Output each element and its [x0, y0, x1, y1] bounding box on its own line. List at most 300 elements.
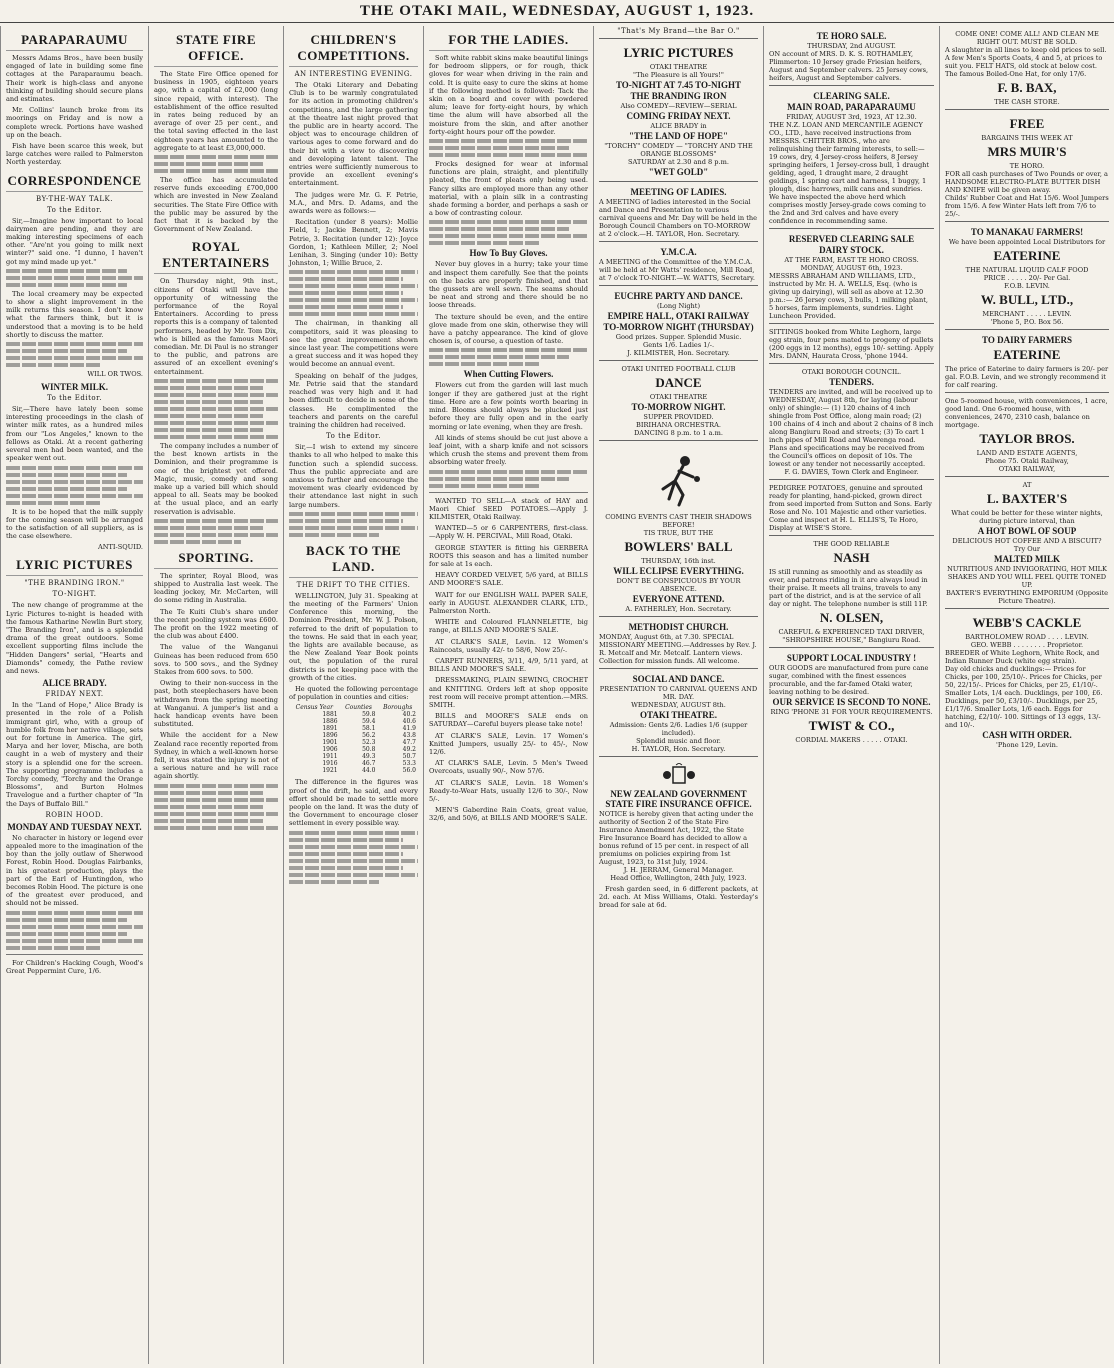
- clearing-sale-ad: [769, 85, 934, 228]
- illegible-text-line: [289, 298, 418, 302]
- illegible-text-line: [154, 414, 263, 418]
- muir-name: MRS MUIR'S: [987, 144, 1067, 159]
- children-paragraph: Recitation (under 8 years): Mollie Field, 1; Jackie Bennett, 2; Mavis Petrie, 3. Recitation (under 12): Joyce Gordon, 1; Kathleen Miller, 2; Noel Lenihan, 3. Singing (under 10): Betty Johnston, 1; Willie Bruce, 2.: [289, 218, 418, 268]
- bowlers-conspicuous: DON'T BE CONSPICUOUS BY YOUR ABSENCE.: [616, 577, 741, 593]
- baxter-at: AT: [1022, 481, 1032, 489]
- euchre-text: Good prizes. Supper. Splendid Music.: [615, 333, 742, 341]
- lyric-pictures-ad: [599, 38, 758, 181]
- illegible-text-line: [429, 227, 569, 231]
- letter-signature: ANTI-SQUID.: [98, 543, 143, 552]
- illegible-text-line: [289, 831, 418, 835]
- taylor-phone: Phone 75. Otaki Railway,: [985, 457, 1069, 465]
- illegible-text-line: [289, 866, 403, 870]
- robin-hood-subheading: ROBIN HOOD.: [45, 810, 104, 819]
- divider: [429, 492, 588, 493]
- table-cell: 1916: [322, 760, 338, 768]
- nash-tagline: THE GOOD RELIABLE: [813, 540, 890, 548]
- back-to-land-subheading: THE DRIFT TO THE CITIES.: [296, 580, 411, 589]
- olsen-place: "SHROPSHIRE HOUSE," Bangiuru Road.: [782, 636, 921, 644]
- children-paragraph: The judges were Mr. G. F. Petrie, M.A., and Mrs. D. Adams, and the awards were as follows:—: [289, 190, 418, 216]
- illegible-text-line: [154, 791, 263, 795]
- illegible-text-line: [429, 241, 540, 245]
- table-row: [289, 725, 418, 732]
- illegible-text-line: [289, 519, 403, 523]
- children-paragraph: The chairman, in thanking all competitors, said it was pleasing to see the great improvement shown since last year. The competitions were a great success and it was hoped they would become an annual event.: [289, 319, 418, 369]
- euchre-price: Gents 1/6. Ladies 1/-.: [642, 341, 715, 349]
- state-fire-paragraph: The State Fire Office opened for business in 1905, eighteen years ago, with a capital of £2,000 (long since repaid, with interest). The establishment of the office resulted in rates being reduced by an average of over 25 per cent., and the total saving effected in the last eighteen years has amounted to the aggregate to at least £3,000,000.: [154, 70, 278, 152]
- table-cell: 1906: [322, 746, 338, 754]
- support-local: SUPPORT LOCAL INDUSTRY !: [786, 653, 917, 663]
- illegible-text-line: [289, 526, 418, 530]
- nash-title: NASH: [833, 550, 870, 565]
- masthead: THE OTAKI MAIL, WEDNESDAY, AUGUST 1, 1923.: [0, 0, 1114, 23]
- classified-ad: WHITE and Coloured FLANNELETTE, big range, at BILLS AND MOORE'S SALE.: [429, 618, 588, 635]
- column-4: [423, 26, 593, 1364]
- table-cell: 41.9: [402, 725, 416, 733]
- illegible-text-line: [6, 494, 143, 498]
- illegible-text-line: [154, 162, 263, 166]
- table-cell: 52.3: [362, 739, 376, 747]
- children-paragraph: The Otaki Literary and Debating Club is to be warmly congratulated for its action in promoting children's competitions, and the large gathering at the theatre last night proved that the public are in hearty accord. The object was to encourage children of various ages to come forward and do their bit with a view to discovering and developing latent talent. The entries were sufficiently numerous to provide an excellent evening's entertainment.: [289, 81, 418, 188]
- ymca-title: Y.M.C.A.: [660, 247, 697, 257]
- try-our: Try Our: [1013, 545, 1041, 553]
- illegible-text-line: [154, 435, 278, 439]
- illegible-text-line: [154, 169, 278, 173]
- children-paragraph: Speaking on behalf of the judges, Mr. Petrie said that the standard reached was very high and it had been difficult to decide in some of the classes. He complimented the teachers and parents on the careful training the children had received.: [289, 371, 418, 429]
- sittings-ad: [769, 323, 934, 363]
- eaterine-title: EATERINE: [993, 248, 1061, 263]
- sporting-paragraph: The sprinter, Royal Blood, was shipped to Australia last week. The leading jockey, Mr. McCarten, will do some riding in Australia.: [154, 571, 278, 605]
- illegible-text-line: [6, 480, 143, 484]
- paraparaumu-paragraph: Mr. Collins' launch broke from its moorings on Friday and is now a complete wreck. Portions have washed up on the beach.: [6, 106, 143, 139]
- table-cell: 1881: [322, 711, 338, 719]
- table-cell: 1886: [322, 718, 338, 726]
- webb-prices: Day old chicks and ducklings:— Prices for Chicks, per 100, 25/10/-. Prices for Chicks, per 50, 22/15/-. Prices for Chicks, per 25, £1/10/-. Smaller Lots, 1/4 each. Ducklings, per 100, £6. Ducklings, per 50, £3/10/-. Ducklings, per 25, £1/17/6. Smaller Lots, 1/6 each. Eggs for hatching, £2/10/- 100. Sittings of 13 eggs, 13/- and 10/-.: [945, 665, 1103, 729]
- illegible-text-line: [6, 911, 143, 915]
- lyric-ad-also: Also COMEDY—REVIEW—SERIAL: [620, 102, 737, 110]
- te-horo-text: ON account of MRS. D. K. S. ROTHAMLEY, Plimmerton: 10 Jersey grade Friesian heifers, August and September calvers. 25 Jersey cows, heifers, August and September calvers.: [769, 50, 929, 82]
- webb-ad: [945, 608, 1109, 752]
- clearing-text-2: We have inspected the above herd which comprises mostly Jersey-grade cows coming to the 2nd and 3rd calves and have every confidence in recommending same.: [769, 193, 926, 225]
- coming-friday-extra: "TORCHY" COMEDY — "TORCHY AND THE ORANGE BLOSSOMS": [604, 142, 753, 158]
- eaterine-sub: THE NATURAL LIQUID CALF FOOD: [965, 266, 1089, 274]
- webb-title: WEBB'S CACKLE: [972, 615, 1082, 630]
- dairy-text: The price of Eaterine to dairy farmers is 20/- per gal. F.O.B. Levin, and we strongly recommend it for calf rearing.: [945, 365, 1109, 389]
- coming-friday-times: SATURDAY at 2.30 and 8 p.m.: [628, 158, 729, 166]
- illegible-text-line: [429, 234, 588, 238]
- table-cell: 56.0: [402, 767, 416, 775]
- illegible-text-line: [154, 805, 263, 809]
- table-cell: 46.7: [362, 760, 376, 768]
- illegible-text-line: [6, 501, 102, 505]
- population-table-header-row: [289, 704, 418, 711]
- dairy-title: TO DAIRY FARMERS: [981, 335, 1073, 345]
- reserved-title: RESERVED CLEARING SALE: [788, 234, 915, 244]
- table-cell: 49.2: [402, 746, 416, 754]
- meeting-ladies-title: MEETING OF LADIES.: [630, 187, 727, 197]
- te-horo-title: TE HORO SALE.: [816, 31, 887, 41]
- back-to-land-paragraph: The difference in the figures was proof of the drift, he said, and every effort should be made to settle more people on the land. It was the duty of the Government to encourage closer settlement in every possible way.: [289, 778, 418, 828]
- social-date: WEDNESDAY, AUGUST 8th.: [631, 701, 726, 709]
- illegible-text-line: [6, 473, 127, 477]
- table-cell: 59.4: [362, 718, 376, 726]
- bowler-figure-icon: [649, 449, 709, 509]
- illegible-text-line: [289, 284, 418, 288]
- table-cell: 47.7: [402, 739, 416, 747]
- illegible-text-line: [154, 386, 263, 390]
- muir-text-2: Childs' Rubber Coat and Hat 15/6. Wool Jumpers from 15/6. A few Winter Hats left from 7/6 to 25/-.: [945, 194, 1109, 218]
- illegible-text-line: [154, 407, 278, 411]
- pedigree-potatoes-ad: [769, 479, 934, 535]
- nash-text: IS still running as smoothly and as steadily as ever, and patrons riding in it are always loud in their praise. It meets all trains, travels to any part of the district, and is at the service of all day or night. The telephone number is still 11P.: [769, 568, 928, 608]
- footer-ad: Fresh garden seed, in 6 different packets, at 2d. each. At Miss Williams, Otaki. Yesterday's bread for sale at 6d.: [599, 885, 758, 910]
- bax-ad: [945, 26, 1109, 109]
- to-editor: To the Editor.: [47, 394, 102, 403]
- bull-phone: 'Phone 5, P.O. Box 56.: [990, 318, 1064, 326]
- illegible-text-line: [6, 349, 127, 353]
- table-cell: 49.3: [362, 753, 376, 761]
- webb-phone: 'Phone 129, Levin.: [996, 741, 1058, 749]
- table-cell: 50.7: [402, 753, 416, 761]
- alice-brady-subheading: FRIDAY NEXT.: [45, 690, 104, 699]
- dance-time: DANCING 8 p.m. to 1 a.m.: [633, 429, 724, 437]
- flowers-paragraph: All kinds of stems should be cut just above a leaf joint, with a sharp knife and not scissors which crush the stems and prevent them from absorbing water freely.: [429, 433, 588, 467]
- correspondence-subheading: BY-THE-WAY TALK.: [36, 194, 113, 203]
- illegible-text-line: [429, 484, 540, 488]
- illegible-text-line: [6, 932, 127, 936]
- table-row: [289, 739, 418, 746]
- illegible-text-line: [289, 312, 418, 316]
- letter-paragraph: It is to be hoped that the milk supply for the coming season will be arranged to the satisfaction of all suppliers, as is the case elsewhere.: [6, 507, 143, 541]
- coming-friday-title: COMING FRIDAY NEXT.: [626, 111, 731, 121]
- letter-paragraph: The local creamery may be expected to show a slight improvement in the milk returns this season. I don't know what the farmers think, but it is understood that a moving is to be held shortly to discuss the matter.: [6, 289, 143, 339]
- wet-gold-title: "WET GOLD": [648, 167, 709, 177]
- lyric-tonight: TO-NIGHT.: [52, 590, 97, 599]
- nash-ad: [769, 535, 934, 647]
- social-sub: PRESENTATION TO CARNIVAL QUEENS AND MR. DAY.: [599, 685, 758, 701]
- illegible-text-line: [6, 356, 143, 360]
- paraparaumu-paragraph: Messrs Adams Bros., have been busily engaged of late in building some fine cottages at the Paraparaumu beach. Their work is high-class and anyone thinking of building should secure plans and estimates.: [6, 54, 143, 104]
- letter-signature: WILL OR TWOS.: [87, 370, 143, 379]
- tenders-ad: [769, 363, 934, 479]
- paraparaumu-heading: PARAPARAUMU: [6, 32, 143, 51]
- sporting-paragraph: The value of the Wanganui Guineas has been reduced from 650 sovs. to 500 sovs., and the Sydney Stakes from 600 sovs. to 500.: [154, 643, 278, 676]
- bowlers-secretary: A. FATHERLEY, Hon. Secretary.: [625, 605, 732, 613]
- winter-milk-heading: WINTER MILK.: [40, 382, 108, 393]
- taylor-name: TAYLOR BROS.: [979, 431, 1075, 446]
- euchre-venue: EMPIRE HALL, OTAKI RAILWAY: [607, 311, 750, 321]
- divider: [6, 954, 143, 955]
- coming-friday-star: ALICE BRADY in: [650, 122, 707, 130]
- illegible-text-line: [429, 470, 588, 474]
- meeting-ladies-ad: [599, 181, 758, 241]
- population-table-header: Census Year: [295, 704, 333, 712]
- coat-of-arms-icon: [659, 763, 699, 787]
- illegible-text-line: [154, 155, 278, 159]
- tenders-text-2: Plans and specifications may be received from the Council's offices on deposit of 10s. The lowest or any tender not necessarily accepted.: [769, 444, 926, 468]
- reserved-sale-ad: [769, 228, 934, 323]
- methodist-ad: [599, 616, 758, 668]
- illegible-text-line: [429, 153, 588, 157]
- clearing-text: THE N.Z. LOAN AND MERCANTILE AGENCY CO., LTD., have received instructions from MESSRS. CHITTER BROS., who are relinquishing their farming interests, to sell:— 19 cows, dry, 4 Jersey-cross heifers, 8 Jersey springing heifers, 1 Jersey-cross bull, 1 draught gelding, aged, 1 draught mare, 2 draught geldings, 1 spring cart and harness, 1 buggy, 1 plough, disc harrows, milk cans and sundries.: [769, 121, 930, 193]
- muir-text: FOR all cash purchases of Two Pounds or over, a HANDSOME ELECTRO-PLATE BUTTER DISH AND KNIFE will be given away.: [945, 170, 1108, 194]
- coffee: DELICIOUS HOT COFFEE AND A BISCUIT?: [952, 537, 1102, 545]
- social-music: Splendid music and floor.: [636, 737, 721, 745]
- paraparaumu-paragraph: Fish have been scarce this week, but large catches were railed to Palmerston North yesterday.: [6, 142, 143, 167]
- eaterine-price: PRICE . . . . . 20/- Per Gal.: [983, 274, 1071, 282]
- table-cell: 56.2: [362, 732, 376, 740]
- lyric-ad-tagline: "The Pleasure is all Yours!": [633, 71, 724, 79]
- council-name: OTAKI BOROUGH COUNCIL.: [801, 368, 902, 376]
- column-5: [593, 26, 763, 1364]
- webb-proprietor: GEO. WEBB . . . . . . . . Proprietor.: [970, 641, 1084, 649]
- euchre-ad: [599, 285, 758, 360]
- letter-paragraph: Sir,—Imagine how important to local dairymen are pending, and they are making interesting specimens of each other. "Are'nt you going to milk next winter?" said one. "I dunno, I haven't got my mind made up yet.": [6, 216, 143, 266]
- govt-fire-text: NOTICE is hereby given that acting under the authority of Section 2 of the State Fire Insurance Amendment Act, 1922, the State Fire Insurance Board has decided to allow a bonus refund of 15 per cent. in respect of all premiums on policies expiring from 1st August, 1923, to 31st July, 1924.: [599, 810, 754, 866]
- illegible-text-line: [154, 812, 278, 816]
- webb-cash: CASH WITH ORDER.: [982, 730, 1072, 740]
- eaterine-fob: F.O.B. LEVIN.: [1004, 282, 1050, 290]
- illegible-text-line: [6, 918, 127, 922]
- table-cell: 1901: [322, 739, 338, 747]
- twist-sub: CORDIAL MAKERS . . . . . OTAKI.: [795, 736, 908, 744]
- sporting-paragraph: While the accident for a New Zealand race recently reported from Sydney, in which a well-known horse fell, it was stated the injury is not of a serious nature and he will race again shortly.: [154, 731, 278, 781]
- table-row: [289, 732, 418, 739]
- ymca-ad: [599, 241, 758, 285]
- illegible-text-line: [6, 276, 143, 280]
- footer-ad: For Children's Hacking Cough, Wood's Great Peppermint Cure, 1/6.: [6, 958, 143, 975]
- muir-ad: [945, 109, 1109, 221]
- column-3: [283, 26, 423, 1364]
- webb-breeder: BREEDER of White Leghorn, White Rock, and Indian Runner Duck (white egg strain).: [945, 649, 1100, 665]
- bull-name: W. BULL, LTD.,: [980, 292, 1074, 307]
- illegible-text-line: [6, 363, 102, 367]
- classified-ad: CARPET RUNNERS, 3/11, 4/9, 5/11 yard, at BILLS AND MOORE'S SALE.: [429, 656, 588, 674]
- state-fire-paragraph: The office has accumulated reserve funds exceeding £700,000 which are invested in New Zealand securities. The State Fire Office with the public may be assured by the fact that it is backed by the Government of New Zealand.: [154, 176, 278, 234]
- illegible-text-line: [429, 477, 569, 481]
- children-competitions-heading: CHILDREN'S COMPETITIONS.: [289, 32, 418, 67]
- table-row: [289, 718, 418, 725]
- illegible-text-line: [289, 512, 418, 516]
- for-the-ladies-heading: FOR THE LADIES.: [429, 32, 588, 51]
- table-cell: 40.2: [402, 711, 416, 719]
- bowlers-ball-ad: [599, 440, 758, 616]
- illegible-text-line: [289, 873, 418, 877]
- malted-milk: MALTED MILK: [994, 554, 1060, 564]
- houses-text: One 5-roomed house, with conveniences, 1 acre, good land. One 6-roomed house, with conveniences, 2470, 2310 cash, balance on mortgage.: [945, 397, 1108, 429]
- manakau-title: TO MANAKAU FARMERS!: [970, 227, 1084, 237]
- sporting-paragraph: The Te Kuiti Club's share under the recent pooling system was £600. The profit on the 1922 meeting of the club was about £400.: [154, 607, 278, 641]
- twist-goods: OUR GOODS are manufactured from pure cane sugar, combined with the finest essences procurable, and the far-famed Otaki water, leaving nothing to be desired.: [769, 664, 929, 696]
- tenders-title: TENDERS.: [829, 377, 874, 387]
- illegible-text-line: [289, 305, 403, 309]
- dance-supper: SUPPER PROVIDED.: [643, 413, 714, 421]
- euchre-when: TO-MORROW NIGHT (THURSDAY): [603, 322, 754, 332]
- clearing-date: FRIDAY, AUGUST 3rd, 1923, AT 12.30.: [786, 113, 917, 121]
- classified-ad: AT CLARK'S SALE, Levin. 17 Women's Knitted Jumpers, usually 25/- to 45/-, Now 12/6.: [429, 731, 588, 756]
- bax-top: COME ONE! COME ALL! AND CLEAN ME RIGHT OUT. MUST BE SOLD.: [955, 30, 1099, 46]
- bargains: BARGAINS THIS WEEK AT: [981, 134, 1073, 142]
- letter-paragraph: Sir,—There have lately been some interesting proceedings in the clash of winter milk rates, as a hundred miles from our "Los Angeles," known to the fellows as Otaki. At a recent gathering several men had been wanted, and the speaker went out.: [6, 405, 143, 463]
- to-editor: To the Editor.: [47, 205, 102, 214]
- table-row: [289, 711, 418, 718]
- twist-ad: [769, 647, 934, 747]
- govt-fire-signature: J. H. JERRAM, General Manager.: [623, 866, 734, 874]
- table-cell: 58.1: [362, 725, 376, 733]
- methodist-title: METHODIST CHURCH.: [628, 622, 729, 632]
- methodist-text: MONDAY, August 6th, at 7.30. SPECIAL MISSIONARY MEETING.—Addresses by Rev. J. R. Metcalf and Mr. Metcalf. Lantern views. Collection for mission funds. All welcome.: [599, 633, 757, 665]
- table-cell: 53.3: [402, 760, 416, 768]
- table-cell: 1891: [322, 725, 338, 733]
- bowlers-ball-title: BOWLERS' BALL: [624, 539, 733, 554]
- euchre-title: EUCHRE PARTY AND DANCE.: [614, 291, 743, 301]
- social-price: Admission: Gents 2/6. Ladies 1/6 (supper included).: [609, 721, 748, 737]
- taylor-ad: [945, 392, 1109, 476]
- back-to-land-paragraph: WELLINGTON, July 31. Speaking at the meeting of the Farmers' Union Conference this morning, the Dominion President, Mr. W. J. Polson, referred to the drift of population to the towns. He said that in each year, the lights are available because, as the New Zealand Year Book points out, the population of the rural districts is not keeping pace with the growth of the cities.: [289, 591, 418, 682]
- bax-sub: THE CASH STORE.: [994, 98, 1060, 106]
- gloves-heading: How To Buy Gloves.: [469, 248, 548, 259]
- olsen-trade: CAREFUL & EXPERIENCED TAXI DRIVER,: [778, 628, 925, 636]
- illegible-text-line: [429, 220, 588, 224]
- robin-hood-paragraph: No character in history or legend ever appealed more to the imagination of the boy than the jolly outlaw of Sherwood Forest, Robin Hood. Douglas Fairbanks, in his greatest production, plays the part of the Earl of Huntingdon, who becomes Robin Hood. The picture is one of the greatest ever produced, and should not be missed.: [6, 833, 143, 908]
- illegible-text-line: [289, 845, 418, 849]
- illegible-text-line: [429, 362, 540, 366]
- dairy-farmers-ad: [945, 329, 1109, 392]
- classified-ad: AT CLARK'S SALE, Levin. 18 Women's Ready-to-Wear Hats, usually 12/6 to 30/-, Now 5/-.: [429, 778, 588, 804]
- baxter-ad: [945, 476, 1109, 608]
- te-horo-sale-ad: [769, 26, 934, 85]
- illegible-text-line: [154, 533, 278, 537]
- classified-ad: WANTED TO SELL—A stack of HAY and Maori Chief SEED POTATOES.—Apply J. KILMISTER, Otaki Railway.: [429, 496, 588, 521]
- illegible-text-line: [154, 379, 278, 383]
- table-cell: 50.8: [362, 746, 376, 754]
- table-row: [289, 760, 418, 767]
- bowlers-tagline: COMING EVENTS CAST THEIR SHADOWS BEFORE!: [605, 513, 752, 529]
- reserved-text: MESSRS ABRAHAM AND WILLIAMS, LTD., instructed by Mr. H. A. WELLS, Esq. (who is giving up dairying), will sell as above at 12.30 p.m.:— 26 Jersey cows, 3 bulls, 1 milking plant, 5 horses, farm implements, sundries. Light Luncheon Provided.: [769, 272, 928, 320]
- social-secretary: H. TAYLOR, Hon. Secretary.: [631, 745, 726, 753]
- illegible-text-line: [289, 277, 403, 281]
- meeting-ladies-text: A MEETING of ladies interested in the Social and Dance and Presentation to various carnival queens and Mr. Day will be held in the Borough Council Chambers on TO-MORROW at 2 o'clock.—H. TAYLOR, Hon. Secretary.: [599, 198, 758, 238]
- lyric-subheading: "THE BRANDING IRON.": [24, 579, 125, 588]
- table-cell: 1921: [322, 767, 338, 775]
- illegible-text-line: [6, 487, 127, 491]
- table-cell: 59.8: [362, 711, 376, 719]
- baxter-name: L. BAXTER'S: [986, 491, 1068, 506]
- lyric-ad-title: LYRIC PICTURES: [623, 45, 734, 60]
- govt-fire-title: NEW ZEALAND GOVERNMENT STATE FIRE INSURANCE OFFICE.: [605, 789, 752, 809]
- bowlers-everyone: EVERYONE ATTEND.: [632, 594, 725, 604]
- illegible-text-line: [154, 519, 278, 523]
- children-subheading: AN INTERESTING EVENING.: [294, 70, 413, 78]
- classified-ad: BILLS and MOORE'S SALE ends on SATURDAY—Careful buyers please take note!: [429, 712, 588, 729]
- classified-ad: WAIT for our ENGLISH WALL PAPER SALE, early in AUGUST. ALEXANDER CLARK, LTD., Palmerston North.: [429, 590, 588, 615]
- column-7: [939, 26, 1114, 1364]
- social-venue: OTAKI THEATRE.: [639, 710, 718, 720]
- letter-paragraph: Sir,—I wish to extend my sincere thanks to all who helped to make this function such a splendid success. Thus the public appreciate and are anxious to further and encourage the movement was clearly evidenced by their attendance last night in such large numbers.: [289, 443, 418, 509]
- illegible-text-line: [429, 139, 588, 143]
- illegible-text-line: [289, 533, 379, 537]
- soup: A HOT BOWL OF SOUP: [977, 526, 1077, 536]
- population-table: [289, 704, 418, 774]
- baxter-emporium: BAXTER'S EVERYTHING EMPORIUM (Opposite Picture Theatre).: [945, 589, 1109, 605]
- alice-brady-heading: ALICE BRADY.: [42, 678, 107, 689]
- illegible-text-line: [289, 270, 418, 274]
- lyric-ad-venue: OTAKI THEATRE: [649, 63, 708, 71]
- baxter-text: What could be better for these winter nights, during picture interval, than: [951, 509, 1103, 525]
- govt-fire-place: Head Office, Wellington, 24th July, 1923.: [610, 874, 747, 882]
- bar-o-ad: "That's My Brand—the Bar O.": [617, 27, 740, 35]
- classified-ad: GEORGE STAYTER is fitting his GERBERA ROOTS this season and has a limited number for sale at 1s each.: [429, 543, 588, 568]
- table-cell: 43.8: [402, 732, 416, 740]
- gloves-paragraph: Never buy gloves in a hurry; take your time and inspect them carefully. See that the points on the backs are properly finished, and that the gussets are well sewn. The seams should be neat and strong and there should be no loose threads.: [429, 260, 588, 310]
- dance-venue: OTAKI THEATRE: [649, 393, 708, 401]
- football-dance-ad: [599, 360, 758, 440]
- illegible-text-line: [289, 880, 379, 884]
- back-to-land-heading: BACK TO THE LAND.: [289, 543, 418, 578]
- table-cell: 1896: [322, 732, 338, 740]
- twist-ring: RING 'PHONE 31 FOR YOUR REQUIREMENTS.: [770, 708, 933, 716]
- euchre-sub: (Long Night): [656, 302, 701, 310]
- illegible-text-line: [154, 400, 263, 404]
- classified-ad: HEAVY CORDED VELVET, 5/6 yard, at BILLS AND MOORE'S SALE.: [429, 571, 588, 588]
- malted-text: NUTRITIOUS AND INVIGORATING, HOT MILK SHAKES AND YOU WILL FEEL QUITE TONED UP.: [947, 565, 1107, 589]
- eaterine-2-title: EATERINE: [993, 347, 1061, 362]
- illegible-text-line: [6, 342, 143, 346]
- taylor-sub: LAND AND ESTATE AGENTS,: [976, 449, 1078, 457]
- social-title: SOCIAL AND DANCE.: [632, 674, 725, 684]
- coming-friday-film: "THE LAND OF HOPE": [629, 131, 728, 141]
- illegible-text-line: [154, 819, 263, 823]
- table-row: [289, 746, 418, 753]
- sittings-text: SITTINGS booked from White Leghorn, large egg strain, four pens mated to progeny of pullets (200 eggs in 12 months), eggs 10/- setting. Apply Mrs. DANN, Haurata Cross, 'phone 1944.: [769, 328, 934, 360]
- webb-sub: BARTHOLOMEW ROAD . . . . LEVIN.: [965, 633, 1089, 641]
- dance-orchestra: BIRIHANA ORCHESTRA.: [636, 421, 721, 429]
- muir-sub: TE HORO.: [1009, 162, 1045, 170]
- classified-ad: MEN'S Gaberdine Rain Coats, great value, 32/6, and 50/6, at BILLS AND MOORE'S SALE.: [429, 806, 588, 823]
- dance-when: TO-MORROW NIGHT.: [631, 402, 726, 412]
- illegible-text-line: [289, 852, 403, 856]
- euchre-secretary: J. KILMISTER, Hon. Secretary.: [627, 349, 730, 357]
- table-row: [289, 753, 418, 760]
- classified-ad: AT CLARK'S SALE, Levin. 5 Men's Tweed Overcoats, usually 90/-, Now 57/6.: [429, 759, 588, 776]
- agents-text: We have been appointed Local Distributors for: [948, 238, 1106, 246]
- illegible-text-line: [154, 784, 278, 788]
- illegible-text-line: [154, 421, 278, 425]
- illegible-text-line: [154, 393, 278, 397]
- taylor-place: OTAKI RAILWAY,: [998, 465, 1056, 473]
- bowlers-intro: TIS TRUE, BUT THE: [643, 529, 714, 537]
- state-fire-heading: STATE FIRE OFFICE.: [154, 32, 278, 67]
- table-cell: 40.6: [402, 718, 416, 726]
- illegible-text-line: [6, 466, 143, 470]
- back-to-land-paragraph: He quoted the following percentage of population in counties and cities:: [289, 684, 418, 702]
- illegible-text-line: [289, 291, 403, 295]
- classified-ad: DRESSMAKING, PLAIN SEWING, CROCHET and KNITTING. Orders left at shop opposite rest room will receive prompt attention.—MRS. SMITH.: [429, 676, 588, 709]
- population-table-header: Counties: [345, 704, 372, 712]
- lyric-paragraph: The new change of programme at the Lyric Pictures to-night is headed with the famous Katharine Newlin Burt story, "The Branding Iron", and is a splendid drama of the great outdoors. Some excellent supporting films include the "Hidden Dangers" serial, "Hearts and Diamonds" comedy, the Pathe review and news.: [6, 601, 143, 675]
- clearing-title: CLEARING SALE.: [813, 91, 890, 101]
- flowers-paragraph: Flowers cut from the garden will last much longer if they are gathered just at the right time. Here are a few points worth bearing in mind. Blooms should always be plucked just before they are fully open and in the early morning or late evening, when they are fresh.: [429, 381, 588, 431]
- gloves-paragraph: The texture should be even, and the entire glove made from one skin, otherwise they will have a patchy appearance. The kind of glove chosen is, of course, a question of taste.: [429, 312, 588, 346]
- reserved-sub: DAIRY STOCK.: [819, 245, 884, 255]
- table-cell: 44.0: [362, 767, 376, 775]
- lyric-ad-feature: THE BRANDING IRON: [630, 91, 727, 101]
- royal-paragraph: The company includes a number of the best known artists in the Dominion, and their programme is one of the brightest yet offered. Magic, music, comedy and song make up a varied bill which should appeal to all. Seats may be booked at the usual place, and an early reservation is advisable.: [154, 441, 278, 516]
- illegible-text-line: [429, 146, 569, 150]
- illegible-text-line: [6, 269, 127, 273]
- royal-entertainers-heading: ROYAL ENTERTAINERS: [154, 239, 278, 274]
- bull-sub: MERCHANT . . . . . LEVIN.: [982, 310, 1072, 318]
